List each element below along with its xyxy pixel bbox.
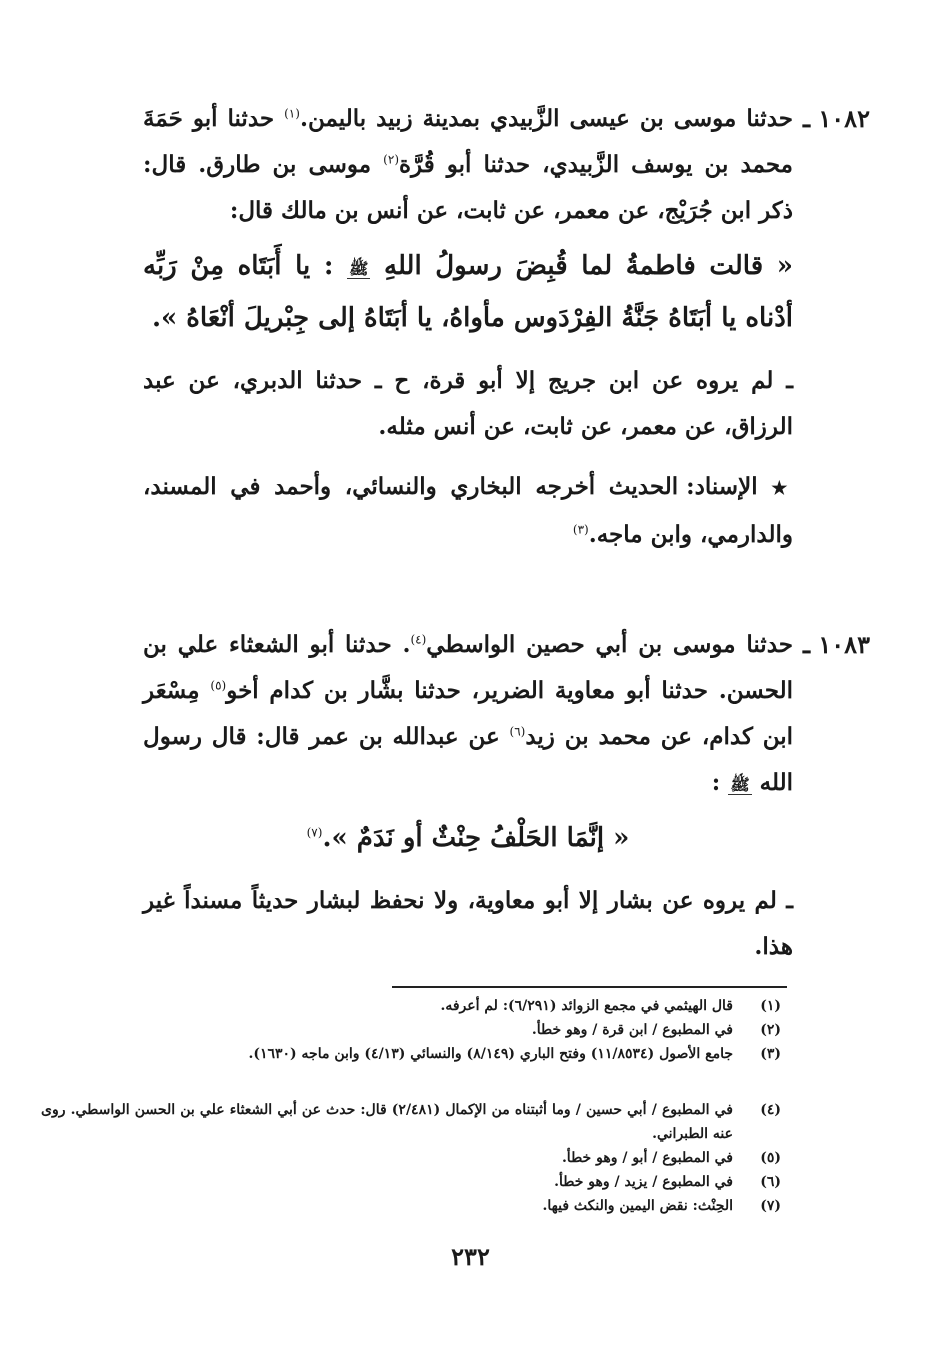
footnote-ref: (١) [284,106,300,121]
isnad-paragraph: حدثنا موسى بن أبي حصين الواسطي$^{(٤)}$. حدثنا أبو الشعثاء علي بن الحسن. حدثنا أبو معاوية الضرير، حدثنا بشَّار بن كدام أخو$^{(٥)}$ مِسْعَر ابن كدام، عن محمد بن زيد$^{(٦)}$ عن عبدالله بن عمر قال: قال رسول الله ﷺ : [143,631,794,796]
hadith-text: « إنَّمَا الحَلْفُ حِنْثٌ أو نَدَمٌ ».$^{(٧)}$ [306,823,630,853]
footnote-item: (١) قال الهيثمي في مجمع الزوائد (٦/٢٩١): لم أعرفه. [440,998,781,1014]
footnotes-group-1 [41,994,781,1066]
footnote-ref: (٧) [306,825,323,840]
hadith-1083 [143,622,870,970]
footnotes-group-2 [41,1098,781,1218]
footnote-ref: (٦) [509,724,526,739]
footnote-item: (٧) الحِنْث: نقض اليمين والنكث فيها. [542,1198,781,1214]
hadith-number: ١٠٨٣ ـ [803,630,870,659]
hadith-number: ١٠٨٢ ـ [803,104,870,133]
star-icon: ★ [771,478,793,499]
hadith-1082 [143,96,870,558]
narration-note: ـ لم يروه عن ابن جريج إلا أبو قرة، ح ـ حدثنا الدبري، عن عبد الرزاق، عن معمر، عن ثابت، عن أنس مثله. [143,367,793,440]
isnad-takhrij: ★ الإسناد: الحديث أخرجه البخاري والنسائي، وأحمد في المسند، والدارمي، وابن ماجه.$^{(٣)}$ [143,473,793,548]
salutation-glyph: ﷺ [730,775,750,794]
footnote-item: (٥) في المطبوع / أبو / وهو خطأ. [561,1150,781,1166]
narration-note: ـ لم يروه عن بشار إلا أبو معاوية، ولا نحفظ لبشار حديثاً مسنداً غير هذا. [143,887,793,960]
footnote-ref: (٣) [572,522,589,537]
isnad-label: الإسناد: [686,473,758,500]
footnote-ref: (٤) [410,632,427,647]
footnote-item: (٣) جامع الأصول (١١/٨٥٣٤) وفتح الباري (٨/١٤٩) والنسائي (٤/١٣) وابن ماجه (١٦٣٠). [248,1046,781,1062]
isnad-paragraph: حدثنا موسى بن عيسى الزَّبيدي بمدينة زبيد باليمن.$^{(١)}$ حدثنا أبو حَمَةَ محمد بن يوسف الزَّبيدي، حدثنا أبو قُرَّة$^{(٢)}$ موسى بن طارق. قال: ذكر ابن جُرَيْج، عن معمر، عن ثابت، عن أنس بن مالك قال: [143,105,793,224]
footnote-ref: (٥) [210,678,227,693]
hadith-text: « قالت فاطمةُ لما قُبِضَ رسولُ اللهِ ﷺ : يا أَبَتَاه مِنْ رَبِّه أدْناه يا أبَتَاهُ جَنَّةُ الفِرْدَوس مأواهُ، يا أبَتَاهُ إلى جِبْريلَ أنْعَاهُ ». [143,251,794,333]
footnote-item: (٢) في المطبوع / ابن قرة / وهو خطأ. [531,1022,781,1038]
footnote-item: (٦) في المطبوع / يزيد / وهو خطأ. [554,1174,781,1190]
footnote-divider [392,986,787,988]
footnote-item: (٤) في المطبوع / أبي حسين / وما أثبتناه من الإكمال (٢/٤٨١) قال: حدث عن أبي الشعثاء علي بن الحسن الواسطي. روى عنه الطبراني. [41,1102,781,1142]
salutation-glyph: ﷺ [349,259,369,278]
footnote-ref: (٢) [383,152,399,167]
page-number: ٢٣٢ [451,1242,490,1271]
